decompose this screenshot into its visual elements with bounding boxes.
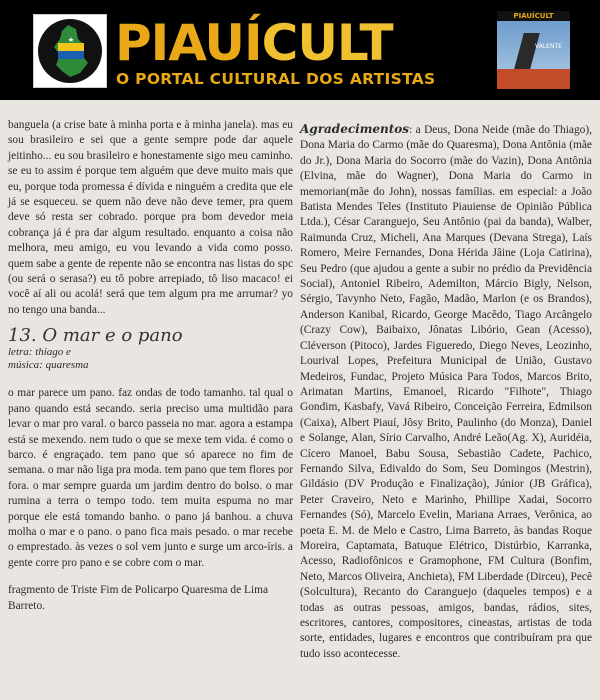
credit-music: música: quaresma bbox=[8, 359, 89, 372]
brand-tagline: O PORTAL CULTURAL DOS ARTISTAS bbox=[116, 70, 436, 88]
credit-lyrics: letra: thiago e bbox=[8, 346, 71, 359]
acknowledgements bbox=[300, 122, 592, 662]
footnote: fragmento de Triste Fim de Policarpo Quaresma de Lima Barreto. bbox=[8, 584, 269, 612]
right-column bbox=[300, 122, 592, 662]
album-thumbnail[interactable] bbox=[497, 11, 570, 89]
section-title: 13. O mar e o pano bbox=[8, 325, 183, 347]
lyrics-body: o mar parece um pano. faz ondas de todo tamanho. tal qual o pano quando está secando. seria preciso uma multidão para levar o mar pro varal. o barco passeia no mar. agora a estampa está se mexendo. nem tudo o que se mexe tem vida. é como o barco. é engraçado. tem pano que só aparece no fim de semana. o mar não liga pra moda. tem pano que tem flores por fora. o mar sempre guarda um jardim dentro do bolso. o mar rumina a terra o tempo todo. tem muita espuma no mar porque ele está tomando banho. o pano já banhou. a chuva molha o mar e o pano. o pano fica mais pesado. o mar recebe o emprestado. às vezes o sol vem junto e surge um arco-íris. a gente corre pro pano e se cobre com o mar. bbox=[8, 387, 293, 569]
thumb-caption: VALENTE bbox=[535, 43, 562, 50]
ack-text: : a Deus, Dona Neide (mãe do Thiago), Dona Maria do Carmo (mãe do Quaresma), Dona Antônia (mãe do Jr.), Dona Maria do Socorro (mãe do Vazin), Dona Antônia (Elvina, mãe do Wagner), Dona Maria do Carmo in memorian(mãe do John), nossas famílias. em especial: a João Batista Mendes Teles (Instituto Piauiense de Opinião Pública Ltda.), César Caranguejo, Seu Antônio (pai da banda), Walber, Raimunda Cruz, Micheli, Ana Marques (Devana Strega), Laís Romero, Meire Fernandes, Dona Hérida Jâine (Loja Catirina), Seu Pedro (que ajudou a gente a subir no prédio da Previdência Social), Antoniel Ribeiro, Ademilton, Márcio Bigly, Nelson, Sérgio, Tavynho Neto, Fagão, Madão, Marlon (e os Brandos), Anderson Kanibal, Ricardo, George Macêdo, Tiago Arcângelo (Crazy Cow), Baibaixo, Jônatas Libório, Gean (Acesso), Cléverson (Pitoco), Jardes Figueredo, Diego Neves, Leozinho, Lourival Lopes, Prefeitura Municipal de União, Gustavo Medeiros, Fundac, Projeto Música Para Todos, Marcos Brito, Arimatan Martins, Emanoel, Ricardo "Filhote", Thiago Gondim, Kasbafy, Vavá Ribeiro, Conceição Ferreira, Edmilson (Caixa), Albert Piauí, Jôsy Brito, Paulinho (do Monza), Daniel e Solange, Alan, Sírio Carvalho, André Leão(Ag. X), Auridéia, Cícero Manoel, Babu Sousa, Sebastião Cadete, Pachico, Fernando Silva, Edivaldo do Som, Seu Domingos (Mestrin), Gildásio (DV Produção e Finalização), Júnior (JB Gráfica), Peter Craveiro, Neto e Marinho, Phillipe Xadai, Socorro Fernandes (Só), Marcelo Evelin, Mariana Arraes, Verônica, ao poeta E. M. de Melo e Castro, Lima Barreto, às bandas Roque Moreira, Captamata, Batuque Elétrico, Distúrbio, Karranka, Acesso, Radiofônicos e Gramophone, FM Cultura (Bonfim, Neto, Marcos Oliveira, Anchieta), FM Liberdade (Dirceu), Pecê (Solcultura), Recanto do Caranguejo (daqueles tempos) e a todas as outras pessoas, amigos, bandas, rádios, sites, escritores, cantores, compositores, cineastas, artistas de toda sorte, entidades, lugares e encontros que contribuíram pra que tudo isso acontecesse. bbox=[300, 124, 592, 660]
thumb-title: PIAUÍCULT bbox=[497, 11, 570, 21]
brand-part2: CULT bbox=[261, 14, 393, 72]
site-logo[interactable] bbox=[33, 14, 107, 88]
left-column bbox=[8, 118, 293, 614]
intro-paragraph: banguela (a crise bate à minha porta e à minha janela). mas eu sou brasileiro e sei que a gente sempre pode dar aquele jeitinho... eu sou brasileiro e honestamente sigo meu caminho. se eu to assim é porque tem alguém que deve muito mais que eu, porque toda promessa é dívida e ninguém a credita que ele já se esqueceu. se quem não deve não deve temer, pra quem deve só resta ser cobrado. porque pra bom devedor meia cobrança já é pra dar algum resultado. enquanto a coisa não melhora, meu amigo, eu vou levando a vida como posso. quem sabe a gente de repente não se encontra nas listas do spc (ou será o serasa?) eu tô pobre arrepiado, tô liso macaco! ei você aí ali ou acolá! será que tem algum pra me arrumar? yo no tengo una banda... bbox=[8, 119, 293, 316]
brand-logo-text[interactable] bbox=[115, 14, 393, 72]
site-header bbox=[0, 0, 600, 100]
piaui-map-flag-icon bbox=[38, 19, 102, 83]
ack-label: Agradecimentos bbox=[300, 122, 410, 136]
brand-part1: PIAUÍ bbox=[115, 14, 262, 72]
